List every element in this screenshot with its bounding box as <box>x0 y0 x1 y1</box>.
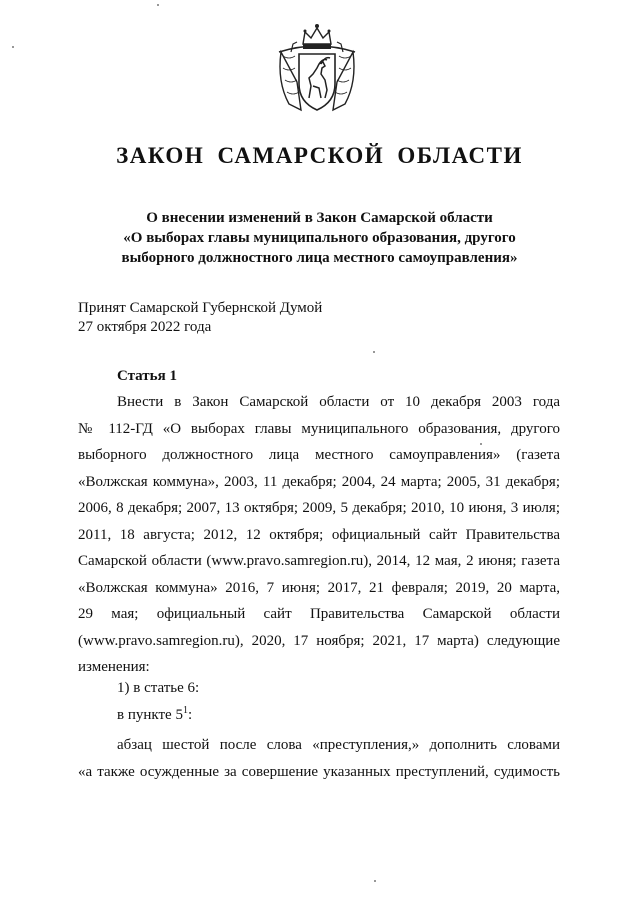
article-body <box>78 389 560 681</box>
adoption-line: Принят Самарской Губернской Думой <box>78 300 323 316</box>
amendment-line: абзац шестой после слова «преступления,» дополнить словами <box>117 737 560 753</box>
subtitle-line: О внесении изменений в Закон Самарской области <box>146 210 493 226</box>
article-line: «Волжская коммуна» 2016, 7 июня; 2017, 21 февраля; 2019, 20 марта, <box>78 579 560 596</box>
article-line: выборного должностного лица местного самоуправления» (газета <box>78 447 560 463</box>
adoption-note <box>78 299 322 337</box>
amendment-line: «а также осужденные за совершение указанных преступлений, судимость <box>78 763 560 780</box>
article-line: № 112-ГД «О выборах главы муниципального образования, другого <box>78 420 560 437</box>
amendment-item-1: 1) в статье 6: <box>117 680 200 696</box>
samara-coat-of-arms-icon <box>275 22 359 116</box>
point-prefix: в пункте 5 <box>117 707 183 723</box>
subtitle-line: «О выборах главы муниципального образования, другого <box>123 230 516 246</box>
article-line: изменения: <box>78 659 150 675</box>
article-line: «Волжская коммуна», 2003, 11 декабря; 2004, 24 марта; 2005, 31 декабря; <box>78 473 560 490</box>
amendment-text <box>78 732 560 785</box>
article-line: Самарской области (www.pravo.samregion.ru), 2014, 12 мая, 2 июня; газета <box>78 553 560 569</box>
article-line: (www.pravo.samregion.ru), 2020, 17 ноября; 2021, 17 марта) следующие <box>78 632 560 649</box>
article-heading: Статья 1 <box>117 368 177 384</box>
scan-speck <box>157 4 159 6</box>
document-subtitle <box>60 208 579 268</box>
article-line: Внести в Закон Самарской области от 10 декабря 2003 года <box>117 394 560 410</box>
article-line: 2006, 8 декабря; 2007, 13 октября; 2009, 5 декабря; 2010, 10 июня, 3 июля; <box>78 500 560 516</box>
scan-speck <box>373 351 375 353</box>
scan-speck <box>12 46 14 48</box>
amendment-point <box>117 707 192 724</box>
scan-speck <box>374 880 376 882</box>
adoption-date: 27 октября 2022 года <box>78 319 212 335</box>
subtitle-line: выборного должностного лица местного самоуправления» <box>121 250 518 266</box>
scan-speck <box>480 443 482 445</box>
document-title: ЗАКОН САМАРСКОЙ ОБЛАСТИ <box>116 143 523 168</box>
point-superscript: 1 <box>182 705 188 716</box>
article-line: 29 мая; официальный сайт Правительства Самарской области <box>78 606 560 622</box>
article-line: 2011, 18 августа; 2012, 12 октября; официальный сайт Правительства <box>78 526 560 543</box>
point-suffix: : <box>187 707 193 723</box>
